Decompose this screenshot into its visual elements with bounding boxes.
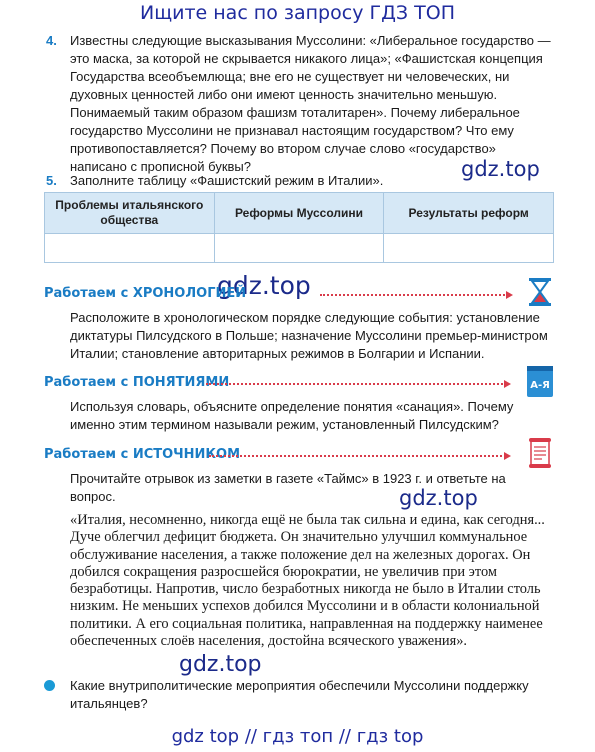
section-title-main: ХРОНОЛОГИЕЙ [132, 286, 247, 301]
question-5-number: 5. [46, 173, 57, 188]
bullet-icon [44, 680, 55, 691]
table-header-problems: Проблемы итальянского общества [45, 193, 215, 234]
table-cell-reforms[interactable] [214, 234, 384, 263]
table-header-results: Результаты реформ [384, 193, 554, 234]
watermark-bottom: gdz top // гдз топ // гдз top [171, 726, 424, 747]
dotted-arrow-line [209, 455, 506, 457]
table-header-reforms: Реформы Муссолини [214, 193, 384, 234]
source-task-text: Прочитайте отрывок из заметки в газете «Таймс» в 1923 г. и ответьте на вопрос. [70, 471, 506, 504]
chronology-task-text: Расположите в хронологическом порядке следующие события: установление диктатуры Пилсудского в Польше; назначение Муссолини премьер-министром Италии; становление авторитарных режимов в Болгарии и Испании. [70, 310, 548, 361]
final-question-text: Какие внутриполитические мероприятия обеспечили Муссолини поддержку итальянцев? [70, 678, 529, 711]
question-5-text: Заполните таблицу «Фашистский режим в Италии». [70, 173, 384, 188]
section-title-main: ИСТОЧНИКОМ [132, 447, 241, 462]
table-cell-results[interactable] [384, 234, 554, 263]
concepts-task-text: Используя словарь, объясните определение понятия «санация». Почему именно этим термином называли режим, установленный Пилсудским? [70, 399, 514, 432]
section-title-prefix: Работаем с [44, 375, 129, 390]
dictionary-icon [526, 364, 554, 398]
watermark-3: gdz.top [399, 486, 478, 510]
section-title-chronology [44, 286, 246, 301]
fascist-regime-table [44, 192, 554, 263]
section-title-main: ПОНЯТИЯМИ [132, 375, 230, 390]
question-4-number: 4. [46, 33, 57, 48]
svg-text:А-Я: А-Я [530, 380, 550, 391]
section-title-prefix: Работаем с [44, 447, 129, 462]
arrowhead-icon [504, 452, 511, 460]
section-title-concepts [44, 375, 229, 390]
hourglass-icon [527, 277, 553, 307]
table-cell-problems[interactable] [45, 234, 215, 263]
scroll-icon [526, 437, 554, 469]
dotted-arrow-line [320, 294, 508, 296]
arrowhead-icon [506, 291, 513, 299]
watermark-1: gdz.top [461, 157, 540, 181]
watermark-4: gdz.top [179, 652, 262, 677]
watermark-2: gdz.top [217, 271, 311, 300]
question-4-text: Известны следующие высказывания Муссолини: «Либеральное государство — это маска, за которой не скрывается никакого лица»; «Фашистская концепция Государства всеобъемлюща; вне его не существует ни человеческих, ни духовных ценностей либо они имеют ценность значительно меньшую. Понимаемый таким образом фашизм тоталитарен». Почему либеральное государство Муссолини не признавал настоящим государством? Что ему противопоставляется? Почему во втором случае слово «государство» написано с прописной буквы? [70, 33, 551, 174]
watermark-top: Ищите нас по запросу ГДЗ ТОП [140, 2, 455, 24]
section-title-prefix: Работаем с [44, 286, 129, 301]
times-quote: «Италия, несомненно, никогда ещё не была так сильна и едина, как сегодня... Дуче облегчил дефицит бюджета. Он значительно улучшил коммунальное обслуживание населения, а также положение дел на железных дорогах. Он добился сокращения разросшейся бюрократии, не увеличив при этом безработицы. Напротив, число безработных никогда не было в Италии столь низким. Не меньших успехов добился Муссолини и в области колониальной политики. А его социальная политика, направленная на поддержку наименее обеспеченных слоёв населения, достойна всяческого уважения». [70, 512, 545, 650]
arrowhead-icon [504, 380, 511, 388]
dotted-arrow-line [206, 383, 506, 385]
